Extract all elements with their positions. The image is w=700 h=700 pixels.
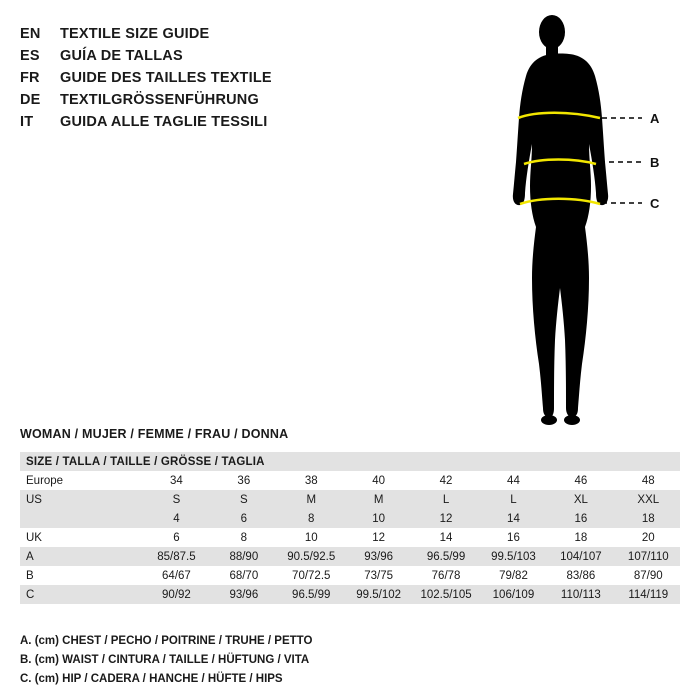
cell: 96.5/99 xyxy=(410,547,477,566)
title-lang-code: EN xyxy=(20,26,41,42)
row-label: Europe xyxy=(20,471,141,490)
title-text: GUÍA DE TALLAS xyxy=(60,48,183,64)
cell: 64/67 xyxy=(141,566,208,585)
cell: 10 xyxy=(276,528,343,547)
cell: 6 xyxy=(141,528,208,547)
cell: 34 xyxy=(141,471,208,490)
footnotes xyxy=(20,632,312,689)
title-lang-code: DE xyxy=(20,92,41,108)
row-label: UK xyxy=(20,528,141,547)
footnote-c: C. (cm) HIP / CADERA / HANCHE / HÜFTE / HIPS xyxy=(20,673,283,685)
cell: 16 xyxy=(478,528,545,547)
table-header-label: SIZE / TALLA / TAILLE / GRÖSSE / TAGLIA xyxy=(20,452,680,471)
cell: 40 xyxy=(343,471,410,490)
table-row xyxy=(20,490,680,509)
cell: 20 xyxy=(613,528,680,547)
cell: 90.5/92.5 xyxy=(276,547,343,566)
cell: 8 xyxy=(276,509,343,528)
cell: 102.5/105 xyxy=(410,585,477,604)
table-row xyxy=(20,471,680,490)
cell: 76/78 xyxy=(410,566,477,585)
cell: 6 xyxy=(208,509,275,528)
title-text: TEXTILE SIZE GUIDE xyxy=(60,26,210,42)
title-text: TEXTILGRÖSSENFÜHRUNG xyxy=(60,92,259,108)
cell: XL xyxy=(545,490,612,509)
cell: 10 xyxy=(343,509,410,528)
cell: 93/96 xyxy=(343,547,410,566)
table-header-row xyxy=(20,452,680,471)
title-row xyxy=(20,70,480,92)
cell: M xyxy=(276,490,343,509)
title-row xyxy=(20,48,480,70)
cell: XXL xyxy=(613,490,680,509)
cell: 114/119 xyxy=(613,585,680,604)
row-label: US xyxy=(20,490,141,509)
cell: 68/70 xyxy=(208,566,275,585)
cell: 104/107 xyxy=(545,547,612,566)
cell: 99.5/102 xyxy=(343,585,410,604)
cell: 44 xyxy=(478,471,545,490)
title-row xyxy=(20,114,480,136)
silhouette-icon xyxy=(513,15,608,425)
title-lang-code: ES xyxy=(20,48,40,64)
cell: 96.5/99 xyxy=(276,585,343,604)
cell: 79/82 xyxy=(478,566,545,585)
cell: 87/90 xyxy=(613,566,680,585)
row-label xyxy=(20,509,141,528)
cell: 36 xyxy=(208,471,275,490)
female-silhouette-figure xyxy=(490,8,690,438)
table-row xyxy=(20,547,680,566)
cell: 4 xyxy=(141,509,208,528)
cell: 70/72.5 xyxy=(276,566,343,585)
cell: 73/75 xyxy=(343,566,410,585)
cell: 99.5/103 xyxy=(478,547,545,566)
table-row xyxy=(20,585,680,604)
cell: S xyxy=(141,490,208,509)
size-table xyxy=(20,452,680,604)
section-heading-woman: WOMAN / MUJER / FEMME / FRAU / DONNA xyxy=(20,427,289,441)
cell: L xyxy=(478,490,545,509)
cell: 16 xyxy=(545,509,612,528)
row-label: B xyxy=(20,566,141,585)
title-block xyxy=(20,26,480,136)
row-label: A xyxy=(20,547,141,566)
table-row xyxy=(20,509,680,528)
cell: 106/109 xyxy=(478,585,545,604)
cell: 12 xyxy=(343,528,410,547)
title-row xyxy=(20,92,480,114)
cell: S xyxy=(208,490,275,509)
cell: 46 xyxy=(545,471,612,490)
cell: 83/86 xyxy=(545,566,612,585)
cell: 38 xyxy=(276,471,343,490)
cell: 90/92 xyxy=(141,585,208,604)
title-lang-code: IT xyxy=(20,114,34,130)
cell: 18 xyxy=(613,509,680,528)
title-lang-code: FR xyxy=(20,70,40,86)
cell: M xyxy=(343,490,410,509)
cell: L xyxy=(410,490,477,509)
cell: 18 xyxy=(545,528,612,547)
table-row xyxy=(20,566,680,585)
title-text: GUIDA ALLE TAGLIE TESSILI xyxy=(60,114,268,130)
marker-label-c: C xyxy=(650,196,660,211)
cell: 107/110 xyxy=(613,547,680,566)
title-row xyxy=(20,26,480,48)
cell: 48 xyxy=(613,471,680,490)
cell: 85/87.5 xyxy=(141,547,208,566)
row-label: C xyxy=(20,585,141,604)
footnote-b: B. (cm) WAIST / CINTURA / TAILLE / HÜFTUNG / VITA xyxy=(20,654,310,666)
cell: 88/90 xyxy=(208,547,275,566)
title-text: GUIDE DES TAILLES TEXTILE xyxy=(60,70,272,86)
cell: 42 xyxy=(410,471,477,490)
cell: 8 xyxy=(208,528,275,547)
marker-label-a: A xyxy=(650,111,660,126)
cell: 12 xyxy=(410,509,477,528)
marker-label-b: B xyxy=(650,155,660,170)
footnote-a: A. (cm) CHEST / PECHO / POITRINE / TRUHE / PETTO xyxy=(20,635,313,647)
cell: 93/96 xyxy=(208,585,275,604)
cell: 14 xyxy=(410,528,477,547)
cell: 110/113 xyxy=(545,585,612,604)
cell: 14 xyxy=(478,509,545,528)
table-row xyxy=(20,528,680,547)
